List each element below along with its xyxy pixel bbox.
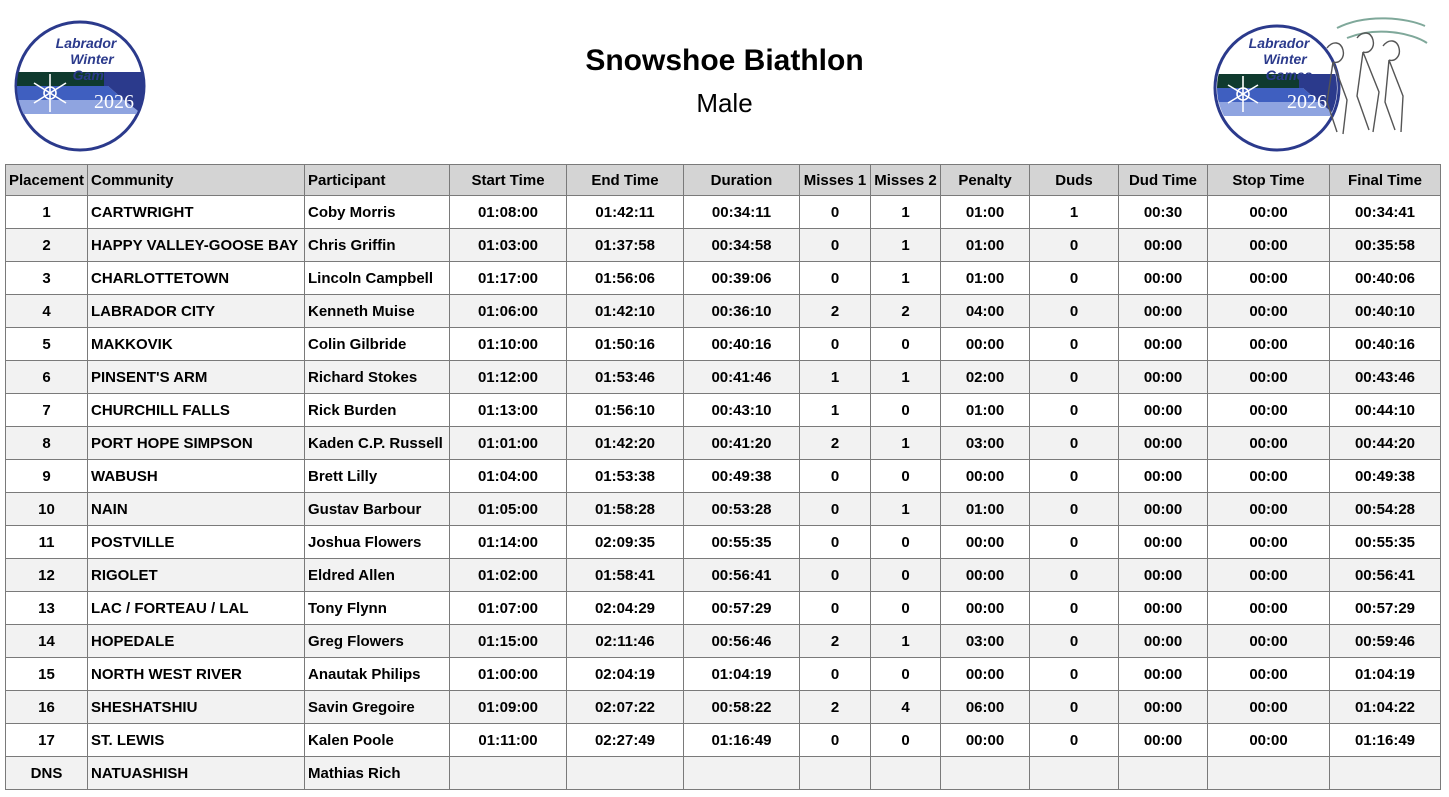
table-cell: 00:40:16: [684, 328, 800, 361]
column-header: Final Time: [1330, 165, 1441, 196]
table-cell: Colin Gilbride: [305, 328, 450, 361]
table-cell: 00:00: [941, 328, 1030, 361]
table-cell: 00:49:38: [1330, 460, 1441, 493]
table-cell: 03:00: [941, 427, 1030, 460]
table-cell: 0: [1030, 526, 1119, 559]
table-row: [6, 559, 1441, 592]
table-cell: 00:00: [1119, 427, 1208, 460]
table-cell: [941, 757, 1030, 790]
table-cell: 00:59:46: [1330, 625, 1441, 658]
table-cell: 0: [800, 724, 871, 757]
table-cell: 13: [6, 592, 88, 625]
table-cell: 0: [800, 229, 871, 262]
table-cell: ST. LEWIS: [88, 724, 305, 757]
table-cell: 00:55:35: [684, 526, 800, 559]
table-cell: WABUSH: [88, 460, 305, 493]
table-cell: [567, 757, 684, 790]
table-cell: 0: [1030, 493, 1119, 526]
table-cell: 00:00: [941, 724, 1030, 757]
table-cell: Greg Flowers: [305, 625, 450, 658]
table-cell: SHESHATSHIU: [88, 691, 305, 724]
table-cell: 00:41:46: [684, 361, 800, 394]
svg-text:2026: 2026: [1287, 91, 1327, 113]
table-cell: 3: [6, 262, 88, 295]
table-cell: 01:12:00: [450, 361, 567, 394]
table-cell: 00:56:41: [684, 559, 800, 592]
table-cell: 01:03:00: [450, 229, 567, 262]
table-cell: 0: [1030, 460, 1119, 493]
table-cell: 06:00: [941, 691, 1030, 724]
games-logo-left: [12, 18, 150, 154]
table-cell: 0: [1030, 394, 1119, 427]
table-cell: [684, 757, 800, 790]
table-cell: 00:56:41: [1330, 559, 1441, 592]
table-cell: 02:04:29: [567, 592, 684, 625]
table-cell: 01:10:00: [450, 328, 567, 361]
column-header: Misses 2: [871, 165, 941, 196]
table-cell: 01:00: [941, 394, 1030, 427]
table-cell: NORTH WEST RIVER: [88, 658, 305, 691]
table-row: [6, 262, 1441, 295]
table-cell: 01:05:00: [450, 493, 567, 526]
table-cell: 00:00: [1119, 328, 1208, 361]
table-cell: 01:09:00: [450, 691, 567, 724]
table-cell: 00:00: [1119, 361, 1208, 394]
table-cell: 00:00: [1208, 493, 1330, 526]
table-cell: 01:56:10: [567, 394, 684, 427]
table-cell: 1: [871, 427, 941, 460]
table-cell: 00:00: [1119, 460, 1208, 493]
table-cell: 00:58:22: [684, 691, 800, 724]
table-cell: 00:00: [1208, 196, 1330, 229]
column-header: Penalty: [941, 165, 1030, 196]
table-cell: [1119, 757, 1208, 790]
table-cell: LAC / FORTEAU / LAL: [88, 592, 305, 625]
table-cell: Mathias Rich: [305, 757, 450, 790]
table-cell: 9: [6, 460, 88, 493]
table-cell: NAIN: [88, 493, 305, 526]
table-cell: 0: [1030, 559, 1119, 592]
table-cell: 03:00: [941, 625, 1030, 658]
table-row: [6, 658, 1441, 691]
table-cell: 00:00: [1208, 394, 1330, 427]
table-cell: 0: [800, 460, 871, 493]
table-cell: 00:00: [1119, 658, 1208, 691]
table-cell: 0: [871, 460, 941, 493]
table-cell: 02:09:35: [567, 526, 684, 559]
page-title: Snowshoe Biathlon: [585, 44, 864, 77]
table-cell: 0: [1030, 658, 1119, 691]
table-cell: [450, 757, 567, 790]
table-row: [6, 460, 1441, 493]
table-cell: 00:44:10: [1330, 394, 1441, 427]
table-cell: 01:06:00: [450, 295, 567, 328]
table-cell: 00:00: [1119, 295, 1208, 328]
table-cell: 01:13:00: [450, 394, 567, 427]
table-cell: 00:00: [1119, 394, 1208, 427]
table-cell: 00:00: [1208, 262, 1330, 295]
table-cell: 0: [871, 559, 941, 592]
table-cell: 0: [800, 196, 871, 229]
table-cell: [1208, 757, 1330, 790]
table-cell: 01:04:19: [1330, 658, 1441, 691]
table-cell: 00:30: [1119, 196, 1208, 229]
table-cell: Eldred Allen: [305, 559, 450, 592]
table-cell: 01:53:38: [567, 460, 684, 493]
table-cell: 0: [1030, 592, 1119, 625]
table-cell: Lincoln Campbell: [305, 262, 450, 295]
table-cell: 00:00: [1208, 229, 1330, 262]
table-row: [6, 592, 1441, 625]
column-header: Stop Time: [1208, 165, 1330, 196]
table-cell: Richard Stokes: [305, 361, 450, 394]
table-cell: [1330, 757, 1441, 790]
table-cell: 00:43:46: [1330, 361, 1441, 394]
table-cell: 0: [1030, 262, 1119, 295]
table-cell: 00:00: [1208, 427, 1330, 460]
table-cell: RIGOLET: [88, 559, 305, 592]
table-cell: 2: [6, 229, 88, 262]
table-cell: 01:42:20: [567, 427, 684, 460]
table-cell: LABRADOR CITY: [88, 295, 305, 328]
table-cell: Tony Flynn: [305, 592, 450, 625]
table-cell: 00:00: [1208, 724, 1330, 757]
table-cell: 02:04:19: [567, 658, 684, 691]
table-row: [6, 427, 1441, 460]
table-cell: 1: [871, 625, 941, 658]
table-cell: Kenneth Muise: [305, 295, 450, 328]
table-cell: 01:00: [941, 262, 1030, 295]
table-cell: 00:00: [1119, 526, 1208, 559]
table-cell: 14: [6, 625, 88, 658]
table-cell: 00:00: [1119, 493, 1208, 526]
table-cell: 1: [871, 493, 941, 526]
column-header: Community: [88, 165, 305, 196]
table-cell: 0: [871, 394, 941, 427]
table-row: [6, 691, 1441, 724]
table-cell: Coby Morris: [305, 196, 450, 229]
table-cell: 00:00: [941, 658, 1030, 691]
table-cell: 01:00:00: [450, 658, 567, 691]
table-cell: 0: [1030, 295, 1119, 328]
table-cell: Joshua Flowers: [305, 526, 450, 559]
table-cell: 1: [871, 196, 941, 229]
table-cell: 00:44:20: [1330, 427, 1441, 460]
table-cell: 00:53:28: [684, 493, 800, 526]
column-header: Duds: [1030, 165, 1119, 196]
table-cell: [1030, 757, 1119, 790]
table-cell: 0: [871, 526, 941, 559]
table-cell: 00:00: [1119, 724, 1208, 757]
table-cell: 00:00: [1119, 691, 1208, 724]
table-cell: 0: [1030, 724, 1119, 757]
table-cell: 02:00: [941, 361, 1030, 394]
table-cell: DNS: [6, 757, 88, 790]
table-cell: HOPEDALE: [88, 625, 305, 658]
table-cell: 00:40:10: [1330, 295, 1441, 328]
table-cell: 16: [6, 691, 88, 724]
table-cell: 01:00: [941, 229, 1030, 262]
table-cell: MAKKOVIK: [88, 328, 305, 361]
table-cell: 0: [1030, 328, 1119, 361]
table-cell: 0: [1030, 625, 1119, 658]
table-cell: 01:01:00: [450, 427, 567, 460]
column-header: Dud Time: [1119, 165, 1208, 196]
table-cell: 01:11:00: [450, 724, 567, 757]
table-cell: 00:57:29: [1330, 592, 1441, 625]
table-cell: 01:00: [941, 493, 1030, 526]
table-cell: 00:40:06: [1330, 262, 1441, 295]
table-cell: 00:00: [1119, 625, 1208, 658]
table-cell: CARTWRIGHT: [88, 196, 305, 229]
table-cell: 01:07:00: [450, 592, 567, 625]
table-cell: 00:00: [1208, 328, 1330, 361]
table-cell: 5: [6, 328, 88, 361]
table-cell: 2: [800, 295, 871, 328]
table-cell: CHURCHILL FALLS: [88, 394, 305, 427]
table-cell: 01:50:16: [567, 328, 684, 361]
table-cell: 0: [871, 592, 941, 625]
table-cell: 4: [871, 691, 941, 724]
table-cell: 02:07:22: [567, 691, 684, 724]
table-cell: 0: [800, 559, 871, 592]
table-header-row: [6, 165, 1441, 196]
table-cell: Savin Gregoire: [305, 691, 450, 724]
table-cell: 01:00: [941, 196, 1030, 229]
table-cell: Anautak Philips: [305, 658, 450, 691]
table-row: [6, 361, 1441, 394]
svg-text:Labrador: Labrador: [1248, 35, 1310, 51]
table-cell: HAPPY VALLEY-GOOSE BAY: [88, 229, 305, 262]
table-cell: 1: [1030, 196, 1119, 229]
table-row: [6, 724, 1441, 757]
table-cell: 0: [871, 328, 941, 361]
table-row: [6, 229, 1441, 262]
table-cell: 2: [800, 691, 871, 724]
table-cell: 00:00: [1208, 526, 1330, 559]
table-cell: 15: [6, 658, 88, 691]
table-cell: 11: [6, 526, 88, 559]
table-cell: Kalen Poole: [305, 724, 450, 757]
table-cell: 01:02:00: [450, 559, 567, 592]
page-subtitle: Male: [696, 88, 753, 118]
table-cell: 1: [871, 262, 941, 295]
table-row: [6, 196, 1441, 229]
table-cell: 00:41:20: [684, 427, 800, 460]
table-cell: 01:17:00: [450, 262, 567, 295]
table-cell: 01:08:00: [450, 196, 567, 229]
table-cell: 00:56:46: [684, 625, 800, 658]
table-cell: 00:00: [1208, 592, 1330, 625]
table-cell: 02:11:46: [567, 625, 684, 658]
table-cell: 0: [871, 724, 941, 757]
table-cell: 00:34:11: [684, 196, 800, 229]
column-header: End Time: [567, 165, 684, 196]
table-cell: 00:00: [1208, 559, 1330, 592]
table-cell: 00:00: [1119, 229, 1208, 262]
table-cell: 01:58:41: [567, 559, 684, 592]
table-row: [6, 295, 1441, 328]
table-row: [6, 757, 1441, 790]
table-row: [6, 526, 1441, 559]
table-cell: [871, 757, 941, 790]
table-cell: 00:00: [1208, 625, 1330, 658]
table-cell: 04:00: [941, 295, 1030, 328]
svg-text:Winter: Winter: [1263, 51, 1307, 67]
table-cell: 00:00: [1208, 361, 1330, 394]
table-cell: 7: [6, 394, 88, 427]
table-cell: 00:00: [1208, 460, 1330, 493]
table-row: [6, 625, 1441, 658]
table-cell: 00:55:35: [1330, 526, 1441, 559]
table-cell: 00:34:41: [1330, 196, 1441, 229]
table-cell: 17: [6, 724, 88, 757]
table-cell: 00:57:29: [684, 592, 800, 625]
table-cell: 00:00: [1208, 658, 1330, 691]
table-cell: 01:15:00: [450, 625, 567, 658]
table-cell: 00:35:58: [1330, 229, 1441, 262]
table-cell: 00:00: [941, 460, 1030, 493]
table-cell: 1: [871, 361, 941, 394]
svg-text:Labrador: Labrador: [55, 35, 117, 51]
table-cell: 1: [800, 361, 871, 394]
table-cell: 0: [800, 493, 871, 526]
table-cell: 01:58:28: [567, 493, 684, 526]
table-cell: 0: [800, 526, 871, 559]
table-cell: 00:00: [941, 526, 1030, 559]
table-cell: NATUASHISH: [88, 757, 305, 790]
table-cell: PORT HOPE SIMPSON: [88, 427, 305, 460]
svg-text:Games: Games: [1265, 67, 1313, 83]
column-header: Participant: [305, 165, 450, 196]
table-cell: CHARLOTTETOWN: [88, 262, 305, 295]
table-cell: Brett Lilly: [305, 460, 450, 493]
table-cell: 1: [800, 394, 871, 427]
table-cell: 01:14:00: [450, 526, 567, 559]
svg-text:2026: 2026: [94, 91, 134, 113]
table-cell: 01:04:22: [1330, 691, 1441, 724]
table-cell: Gustav Barbour: [305, 493, 450, 526]
table-cell: 0: [1030, 361, 1119, 394]
table-cell: 00:34:58: [684, 229, 800, 262]
column-header: Misses 1: [800, 165, 871, 196]
table-cell: 0: [800, 328, 871, 361]
table-cell: 0: [1030, 427, 1119, 460]
table-row: [6, 493, 1441, 526]
table-cell: 1: [871, 229, 941, 262]
table-cell: [800, 757, 871, 790]
table-cell: 01:16:49: [684, 724, 800, 757]
table-cell: 10: [6, 493, 88, 526]
table-cell: 00:00: [941, 592, 1030, 625]
table-cell: Kaden C.P. Russell: [305, 427, 450, 460]
table-body: [6, 196, 1441, 790]
table-cell: 00:00: [1119, 592, 1208, 625]
table-cell: 6: [6, 361, 88, 394]
table-cell: 00:00: [1119, 262, 1208, 295]
table-cell: 2: [800, 625, 871, 658]
table-cell: 8: [6, 427, 88, 460]
table-cell: 01:42:11: [567, 196, 684, 229]
table-cell: 00:40:16: [1330, 328, 1441, 361]
table-cell: POSTVILLE: [88, 526, 305, 559]
svg-text:Winter: Winter: [70, 51, 114, 67]
table-cell: 0: [800, 592, 871, 625]
table-cell: 01:56:06: [567, 262, 684, 295]
table-cell: 2: [800, 427, 871, 460]
table-cell: 00:00: [1208, 295, 1330, 328]
column-header: Placement: [6, 165, 88, 196]
column-header: Duration: [684, 165, 800, 196]
table-cell: 0: [800, 262, 871, 295]
table-cell: 12: [6, 559, 88, 592]
table-cell: 01:53:46: [567, 361, 684, 394]
table-cell: 0: [871, 658, 941, 691]
column-header: Start Time: [450, 165, 567, 196]
table-cell: 4: [6, 295, 88, 328]
svg-text:Games: Games: [72, 67, 120, 83]
table-row: [6, 328, 1441, 361]
table-cell: Rick Burden: [305, 394, 450, 427]
table-cell: 01:04:19: [684, 658, 800, 691]
table-cell: 01:04:00: [450, 460, 567, 493]
table-row: [6, 394, 1441, 427]
table-cell: 0: [800, 658, 871, 691]
table-cell: PINSENT'S ARM: [88, 361, 305, 394]
table-cell: 2: [871, 295, 941, 328]
table-cell: 01:16:49: [1330, 724, 1441, 757]
results-table: [5, 164, 1441, 790]
table-cell: 0: [1030, 229, 1119, 262]
games-logo-right: [1207, 8, 1429, 154]
table-cell: 02:27:49: [567, 724, 684, 757]
table-cell: 00:43:10: [684, 394, 800, 427]
table-cell: 00:00: [941, 559, 1030, 592]
table-cell: 00:00: [1208, 691, 1330, 724]
table-cell: 00:00: [1119, 559, 1208, 592]
table-cell: 01:37:58: [567, 229, 684, 262]
table-cell: 1: [6, 196, 88, 229]
table-cell: 01:42:10: [567, 295, 684, 328]
table-cell: 00:39:06: [684, 262, 800, 295]
table-cell: 00:36:10: [684, 295, 800, 328]
table-cell: 00:54:28: [1330, 493, 1441, 526]
table-cell: 00:49:38: [684, 460, 800, 493]
table-cell: Chris Griffin: [305, 229, 450, 262]
table-cell: 0: [1030, 691, 1119, 724]
